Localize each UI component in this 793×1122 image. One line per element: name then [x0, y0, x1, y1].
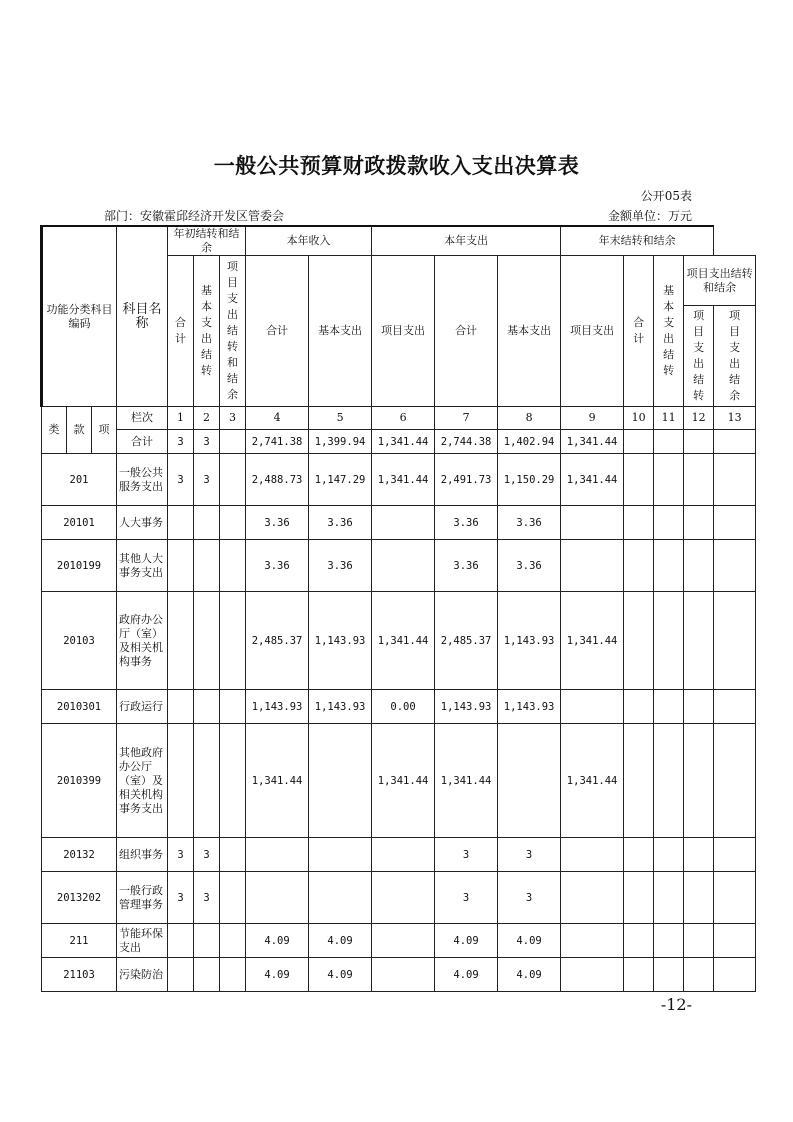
total-cell: 2,741.38	[246, 430, 309, 454]
row-value-cell	[194, 506, 220, 540]
row-value-cell: 1,150.29	[498, 454, 561, 506]
row-value-cell	[561, 924, 624, 958]
row-value-cell	[561, 540, 624, 592]
row-value-cell	[654, 838, 684, 872]
total-cell	[624, 430, 654, 454]
table-row	[42, 724, 756, 838]
row-value-cell: 3.36	[246, 540, 309, 592]
kuan-header: 款	[67, 407, 92, 454]
end-project-carry-header: 项目支出结转	[684, 306, 714, 407]
row-value-cell	[714, 838, 756, 872]
row-value-cell	[714, 958, 756, 992]
row-value-cell: 1,143.93	[435, 690, 498, 724]
form-number: 公开05表	[640, 189, 692, 203]
row-value-cell	[714, 724, 756, 838]
row-value-cell	[684, 454, 714, 506]
page-number: -12-	[660, 995, 692, 1014]
row-value-cell: 3.36	[498, 506, 561, 540]
department-label: 部门：安徽霍邱经济开发区管委会	[104, 209, 285, 223]
total-row-label: 合计	[117, 430, 168, 454]
row-value-cell	[714, 454, 756, 506]
row-value-cell	[561, 690, 624, 724]
col-no-cell: 4	[246, 407, 309, 430]
row-value-cell: 3	[498, 872, 561, 924]
row-value-cell: 2,491.73	[435, 454, 498, 506]
total-cell	[654, 430, 684, 454]
amount-unit-label: 金额单位：万元	[607, 209, 692, 223]
total-cell: 3	[194, 430, 220, 454]
row-value-cell: 3.36	[246, 506, 309, 540]
row-value-cell: 4.09	[246, 924, 309, 958]
table-row	[42, 454, 756, 506]
row-code: 2010301	[42, 690, 117, 724]
table-row	[42, 690, 756, 724]
row-value-cell: 3	[168, 454, 194, 506]
row-value-cell	[624, 872, 654, 924]
row-value-cell: 0.00	[372, 690, 435, 724]
row-value-cell	[309, 724, 372, 838]
begin-balance-header: 年初结转和结余	[168, 226, 246, 256]
row-value-cell	[654, 724, 684, 838]
col-no-cell: 10	[624, 407, 654, 430]
row-value-cell	[714, 592, 756, 690]
income-project-header: 项目支出	[372, 256, 435, 407]
row-value-cell: 1,341.44	[561, 592, 624, 690]
xiang-header: 项	[92, 407, 117, 454]
func-code-header: 功能分类科目编码	[42, 226, 117, 407]
row-value-cell	[714, 924, 756, 958]
row-value-cell	[684, 592, 714, 690]
row-value-cell: 3	[194, 838, 220, 872]
row-value-cell	[654, 592, 684, 690]
subject-header: 科目名称	[117, 226, 168, 407]
row-value-cell	[561, 958, 624, 992]
row-value-cell	[220, 958, 246, 992]
row-value-cell	[246, 838, 309, 872]
row-value-cell	[684, 958, 714, 992]
row-value-cell: 4.09	[498, 924, 561, 958]
row-subject-name: 政府办公厅（室）及相关机构事务	[117, 592, 168, 690]
col-no-cell: 8	[498, 407, 561, 430]
row-value-cell: 4.09	[309, 958, 372, 992]
row-value-cell: 1,341.44	[372, 592, 435, 690]
row-value-cell: 4.09	[435, 958, 498, 992]
row-value-cell	[220, 924, 246, 958]
row-value-cell	[309, 838, 372, 872]
row-value-cell: 1,143.93	[498, 690, 561, 724]
row-subject-name: 其他人大事务支出	[117, 540, 168, 592]
total-row	[42, 430, 756, 454]
row-value-cell	[168, 592, 194, 690]
row-value-cell	[714, 690, 756, 724]
row-value-cell	[561, 838, 624, 872]
total-cell: 3	[168, 430, 194, 454]
row-value-cell	[220, 506, 246, 540]
begin-project-carry-header: 项目支出结转和结余	[220, 256, 246, 407]
row-value-cell: 1,341.44	[561, 724, 624, 838]
row-value-cell	[624, 454, 654, 506]
total-cell: 1,341.44	[372, 430, 435, 454]
row-value-cell: 3.36	[309, 506, 372, 540]
row-code: 20132	[42, 838, 117, 872]
row-value-cell	[168, 540, 194, 592]
end-total-header: 合计	[624, 256, 654, 407]
row-value-cell	[246, 872, 309, 924]
row-value-cell	[168, 924, 194, 958]
row-value-cell	[561, 872, 624, 924]
total-cell	[684, 430, 714, 454]
expense-basic-header: 基本支出	[498, 256, 561, 407]
row-value-cell: 4.09	[435, 924, 498, 958]
begin-basic-carry-header: 基本支出结转	[194, 256, 220, 407]
row-value-cell	[194, 592, 220, 690]
row-value-cell	[168, 690, 194, 724]
row-value-cell: 3	[194, 872, 220, 924]
row-value-cell	[624, 690, 654, 724]
total-cell: 2,744.38	[435, 430, 498, 454]
row-subject-name: 节能环保支出	[117, 924, 168, 958]
row-value-cell	[372, 838, 435, 872]
col-no-cell: 1	[168, 407, 194, 430]
row-value-cell	[624, 838, 654, 872]
row-value-cell: 3	[498, 838, 561, 872]
row-value-cell	[684, 838, 714, 872]
row-subject-name: 一般行政管理事务	[117, 872, 168, 924]
expense-project-header: 项目支出	[561, 256, 624, 407]
row-code: 20103	[42, 592, 117, 690]
total-cell	[714, 430, 756, 454]
table-row	[42, 540, 756, 592]
row-value-cell	[372, 958, 435, 992]
row-value-cell: 1,341.44	[372, 454, 435, 506]
row-subject-name: 行政运行	[117, 690, 168, 724]
row-value-cell	[654, 690, 684, 724]
row-value-cell: 3.36	[309, 540, 372, 592]
row-value-cell	[168, 958, 194, 992]
row-value-cell: 4.09	[309, 924, 372, 958]
table-row	[42, 958, 756, 992]
row-subject-name: 组织事务	[117, 838, 168, 872]
row-value-cell	[714, 872, 756, 924]
table-row	[42, 838, 756, 872]
row-value-cell: 1,143.93	[309, 690, 372, 724]
col-no-cell: 12	[684, 407, 714, 430]
row-subject-name: 其他政府办公厅（室）及相关机构事务支出	[117, 724, 168, 838]
row-value-cell	[624, 540, 654, 592]
row-value-cell: 1,341.44	[561, 454, 624, 506]
row-value-cell	[684, 506, 714, 540]
row-code: 21103	[42, 958, 117, 992]
row-value-cell	[684, 724, 714, 838]
row-value-cell	[194, 924, 220, 958]
row-value-cell: 1,143.93	[246, 690, 309, 724]
row-value-cell	[372, 872, 435, 924]
row-value-cell: 3	[168, 872, 194, 924]
row-value-cell	[372, 540, 435, 592]
income-header: 本年收入	[246, 226, 372, 256]
col-no-label: 栏次	[117, 407, 168, 430]
row-value-cell: 2,485.37	[246, 592, 309, 690]
row-value-cell: 4.09	[498, 958, 561, 992]
row-value-cell: 3.36	[498, 540, 561, 592]
row-value-cell: 3	[435, 838, 498, 872]
row-subject-name: 一般公共服务支出	[117, 454, 168, 506]
expense-total-header: 合计	[435, 256, 498, 407]
table-row	[42, 872, 756, 924]
row-value-cell	[624, 724, 654, 838]
col-no-cell: 13	[714, 407, 756, 430]
row-value-cell: 2,485.37	[435, 592, 498, 690]
col-no-cell: 5	[309, 407, 372, 430]
page-title: 一般公共预算财政拨款收入支出决算表	[213, 154, 580, 178]
col-no-cell: 11	[654, 407, 684, 430]
row-value-cell	[654, 872, 684, 924]
row-code: 2013202	[42, 872, 117, 924]
row-value-cell	[684, 872, 714, 924]
row-code: 2010399	[42, 724, 117, 838]
row-value-cell	[220, 872, 246, 924]
begin-total-header: 合计	[168, 256, 194, 407]
row-value-cell	[168, 506, 194, 540]
end-project-carry-balance-header: 项目支出结转和结余	[684, 256, 756, 306]
row-value-cell	[194, 724, 220, 838]
row-value-cell: 3.36	[435, 506, 498, 540]
row-value-cell: 1,143.93	[498, 592, 561, 690]
row-value-cell: 3.36	[435, 540, 498, 592]
income-basic-header: 基本支出	[309, 256, 372, 407]
row-value-cell	[220, 540, 246, 592]
row-value-cell	[168, 724, 194, 838]
end-project-balance-header: 项目支出结余	[714, 306, 756, 407]
total-cell: 1,341.44	[561, 430, 624, 454]
expense-header: 本年支出	[372, 226, 561, 256]
row-code: 20101	[42, 506, 117, 540]
row-value-cell	[654, 924, 684, 958]
total-cell: 1,399.94	[309, 430, 372, 454]
row-code: 2010199	[42, 540, 117, 592]
table-row	[42, 506, 756, 540]
row-value-cell	[624, 924, 654, 958]
row-value-cell	[194, 540, 220, 592]
row-code: 201	[42, 454, 117, 506]
row-code: 211	[42, 924, 117, 958]
row-value-cell	[714, 540, 756, 592]
row-value-cell	[624, 506, 654, 540]
row-value-cell: 4.09	[246, 958, 309, 992]
col-no-cell: 7	[435, 407, 498, 430]
row-value-cell: 3	[194, 454, 220, 506]
row-value-cell: 3	[168, 838, 194, 872]
col-no-cell: 3	[220, 407, 246, 430]
row-value-cell	[220, 724, 246, 838]
budget-table	[40, 225, 756, 992]
row-value-cell	[220, 592, 246, 690]
row-value-cell	[654, 540, 684, 592]
total-cell: 1,402.94	[498, 430, 561, 454]
row-value-cell	[220, 454, 246, 506]
row-value-cell	[624, 592, 654, 690]
total-cell	[220, 430, 246, 454]
row-value-cell	[194, 690, 220, 724]
row-value-cell	[372, 924, 435, 958]
row-value-cell	[372, 506, 435, 540]
row-value-cell	[714, 506, 756, 540]
row-value-cell: 3	[435, 872, 498, 924]
end-basic-carry-header: 基本支出结转	[654, 256, 684, 407]
table-row	[42, 592, 756, 690]
row-value-cell	[309, 872, 372, 924]
row-value-cell	[654, 454, 684, 506]
row-value-cell: 1,341.44	[372, 724, 435, 838]
row-value-cell: 1,143.93	[309, 592, 372, 690]
row-value-cell	[654, 958, 684, 992]
row-subject-name: 人大事务	[117, 506, 168, 540]
row-value-cell: 1,147.29	[309, 454, 372, 506]
col-no-cell: 6	[372, 407, 435, 430]
row-value-cell	[684, 924, 714, 958]
row-value-cell	[220, 838, 246, 872]
table-row	[42, 924, 756, 958]
income-total-header: 合计	[246, 256, 309, 407]
row-value-cell	[684, 690, 714, 724]
col-no-cell: 9	[561, 407, 624, 430]
row-value-cell	[654, 506, 684, 540]
col-no-cell: 2	[194, 407, 220, 430]
lei-header: 类	[42, 407, 67, 454]
row-value-cell	[194, 958, 220, 992]
row-value-cell	[561, 506, 624, 540]
row-value-cell: 1,341.44	[246, 724, 309, 838]
row-value-cell	[684, 540, 714, 592]
row-value-cell	[498, 724, 561, 838]
row-value-cell: 2,488.73	[246, 454, 309, 506]
row-subject-name: 污染防治	[117, 958, 168, 992]
row-value-cell: 1,341.44	[435, 724, 498, 838]
row-value-cell	[624, 958, 654, 992]
row-value-cell	[220, 690, 246, 724]
end-balance-header: 年末结转和结余	[561, 226, 714, 256]
